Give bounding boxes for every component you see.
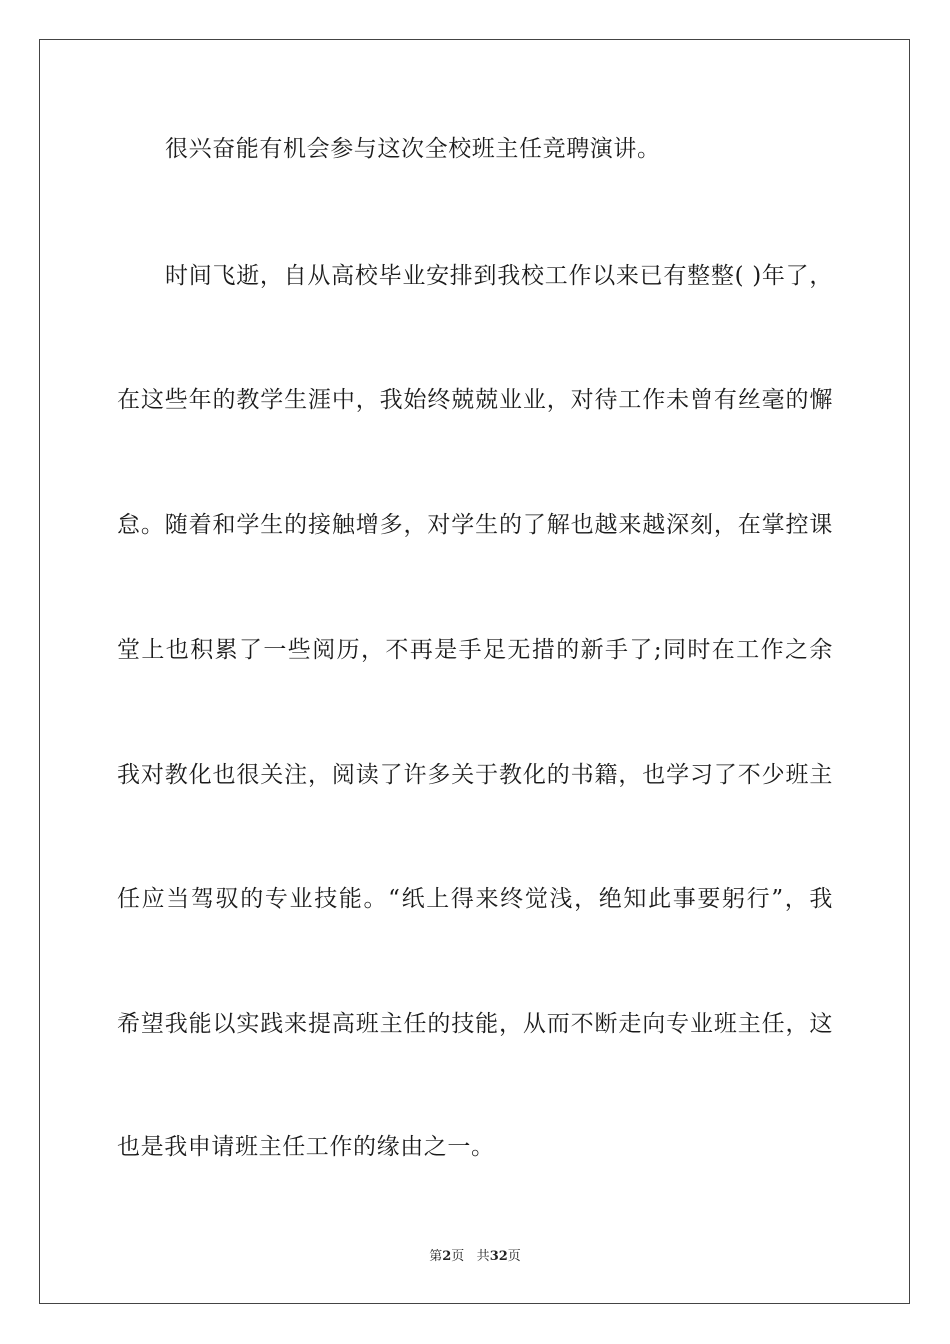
page-border [39, 39, 910, 1304]
paragraph-line-3: 在这些年的教学生涯中，我始终兢兢业业，对待工作未曾有丝毫的懈 [117, 387, 833, 413]
paragraph-line-8: 希望我能以实践来提高班主任的技能，从而不断走向专业班主任，这 [117, 1011, 833, 1037]
paragraph-line-6: 我对教化也很关注，阅读了许多关于教化的书籍，也学习了不少班主 [117, 762, 833, 788]
footer-page-number: 2 [442, 1249, 452, 1264]
footer-total-suffix: 页 [507, 1249, 521, 1264]
footer-page-suffix: 页 [451, 1249, 465, 1264]
footer-total-pages: 32 [489, 1249, 508, 1264]
paragraph-line-5: 堂上也积累了一些阅历，不再是手足无措的新手了;同时在工作之余 [117, 637, 833, 663]
page-footer [0, 1248, 950, 1266]
paragraph-line-7: 任应当驾驭的专业技能。“纸上得来终觉浅，绝知此事要躬行”，我 [117, 886, 833, 912]
footer-page-prefix: 第 [429, 1249, 443, 1264]
paragraph-line-2: 时间飞逝，自从高校毕业安排到我校工作以来已有整整( )年了， [165, 263, 833, 289]
paragraph-line-4: 怠。随着和学生的接触增多，对学生的了解也越来越深刻，在掌控课 [117, 512, 833, 538]
paragraph-line-9: 也是我申请班主任工作的缘由之一。 [117, 1134, 495, 1160]
footer-total-prefix: 共 [476, 1249, 490, 1264]
paragraph-line-1: 很兴奋能有机会参与这次全校班主任竞聘演讲。 [165, 136, 661, 162]
